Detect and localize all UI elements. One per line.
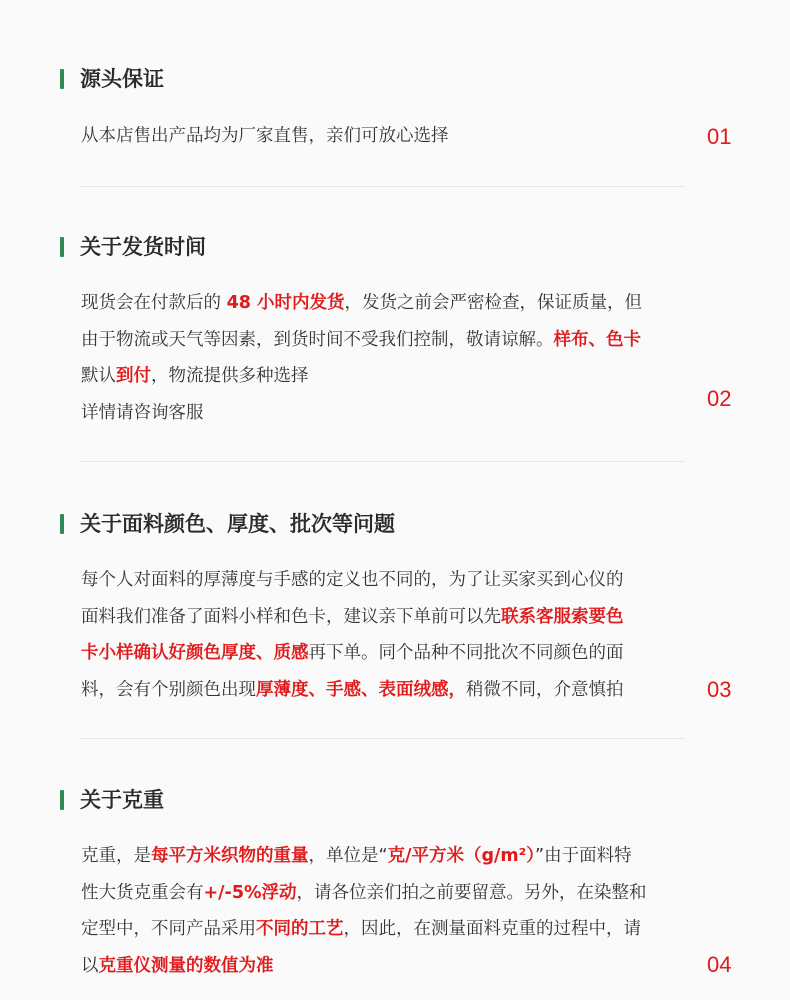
section-title: 源头保证	[80, 67, 164, 91]
body-line	[81, 948, 691, 985]
body-line	[81, 911, 691, 948]
section-title: 关于面料颜色、厚度、批次等问题	[80, 512, 395, 536]
section-body	[81, 838, 691, 984]
body-text: 每个人对面料的厚薄度与手感的定义也不同的，为了让买家买到心仪的	[81, 570, 624, 590]
section-accent-bar	[60, 514, 64, 534]
section-number: 02	[707, 386, 732, 411]
highlight-text: +/-5%浮动	[203, 882, 297, 903]
section-accent-bar	[60, 790, 64, 810]
highlight-text: 每平方米织物的重量	[151, 846, 309, 866]
highlight-text: 48 小时内发货	[226, 293, 345, 313]
body-line	[81, 875, 691, 912]
section-title: 关于发货时间	[80, 235, 206, 259]
body-text: 稍微不同，介意慎拍	[466, 679, 624, 700]
section-body	[81, 118, 691, 155]
body-text: ，发货之前会严密检查，保证质量，但	[344, 293, 643, 313]
body-line	[81, 322, 691, 359]
body-text: 详情请咨询客服	[81, 402, 204, 423]
body-text: 默认	[81, 366, 116, 386]
section-title: 关于克重	[80, 788, 164, 812]
highlight-text: 克/平方米（g/m²）	[387, 846, 536, 866]
body-text: 再下单。同个品种不同批次不同颜色的面	[308, 643, 624, 663]
body-text: ，单位是“	[308, 846, 388, 866]
body-text: 由于物流或天气等因素，到货时间不受我们控制，敬请谅解。	[81, 329, 554, 350]
body-line	[81, 599, 691, 636]
highlight-text: 样布、色卡	[553, 329, 641, 350]
body-line	[81, 395, 691, 432]
highlight-text: 到付	[116, 366, 151, 386]
body-text: ，因此，在测量面料克重的过程中，请	[343, 919, 641, 939]
body-text: 面料我们准备了面料小样和色卡，建议亲下单前可以先	[81, 606, 501, 627]
highlight-text: 厚薄度、手感、表面绒感，	[256, 679, 466, 700]
body-line	[81, 562, 691, 599]
body-line	[81, 672, 691, 709]
body-line	[81, 838, 691, 875]
highlight-text: 克重仪测量的数值为准	[98, 955, 274, 976]
body-line	[81, 285, 691, 322]
body-text: 定型中，不同产品采用	[81, 919, 256, 939]
divider	[80, 738, 685, 739]
section-number: 03	[707, 677, 732, 702]
section-accent-bar	[60, 69, 64, 89]
section-number: 04	[707, 952, 732, 977]
body-line	[81, 635, 691, 672]
divider	[80, 186, 685, 187]
body-text: ”由于面料特	[535, 846, 632, 866]
highlight-text: 联系客服索要色	[501, 606, 624, 627]
body-line	[81, 118, 691, 155]
section-accent-bar	[60, 237, 64, 257]
divider	[80, 461, 685, 462]
body-text: 克重，是	[81, 846, 151, 866]
body-text: 从本店售出产品均为厂家直售，亲们可放心选择	[81, 126, 449, 146]
body-text: ，请各位亲们拍之前要留意。另外，在染整和	[296, 882, 647, 903]
body-text: 以	[81, 955, 99, 976]
section-body	[81, 562, 691, 708]
body-text: 料，会有个别颜色出现	[81, 679, 256, 700]
section-body	[81, 285, 691, 431]
body-text: 性大货克重会有	[81, 882, 204, 903]
section-number: 01	[707, 124, 732, 149]
body-text: ，物流提供多种选择	[151, 366, 309, 386]
body-line	[81, 358, 691, 395]
highlight-text: 卡小样确认好颜色厚度、质感	[81, 643, 309, 663]
highlight-text: 不同的工艺	[256, 919, 344, 939]
body-text: 现货会在付款后的	[81, 293, 227, 313]
